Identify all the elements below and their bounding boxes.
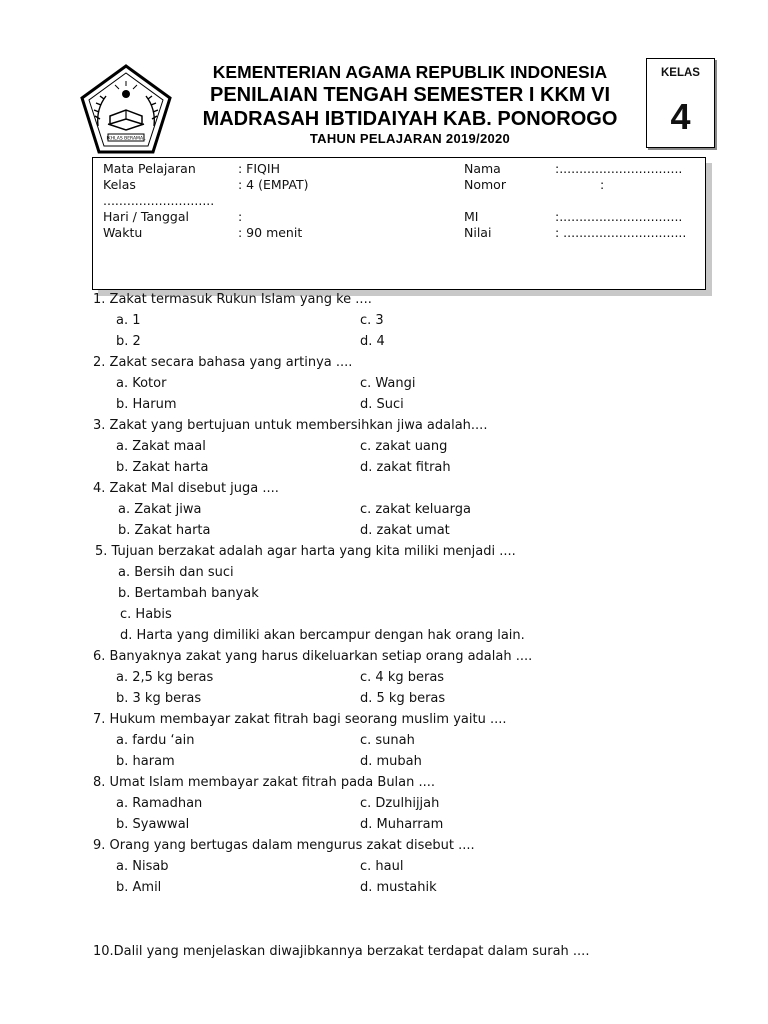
option-6a[interactable]: a. 2,5 kg beras	[116, 670, 214, 685]
nilai-field[interactable]: : ...............................	[555, 225, 687, 240]
school-year: TAHUN PELAJARAN 2019/2020	[309, 131, 511, 146]
option-5b[interactable]: b. Bertambah banyak	[118, 586, 259, 601]
question-10: 10.Dalil yang menjelaskan diwajibkannya berzakat terdapat dalam surah ....	[93, 944, 590, 959]
option-4d[interactable]: d. zakat umat	[360, 523, 450, 538]
question-8: 8. Umat Islam membayar zakat fitrah pada Bulan ....	[93, 775, 436, 790]
option-7d[interactable]: d. mubah	[360, 754, 422, 769]
option-8d[interactable]: d. Muharram	[360, 817, 444, 832]
exam-title: PENILAIAN TENGAH SEMESTER I KKM VI	[209, 84, 611, 106]
kelas-info-value: : 4 (EMPAT)	[238, 177, 309, 192]
nilai-label: Nilai	[464, 225, 492, 240]
option-2a[interactable]: a. Kotor	[116, 376, 167, 391]
option-6d[interactable]: d. 5 kg beras	[360, 691, 446, 706]
student-info-box	[92, 157, 706, 290]
option-6c[interactable]: c. 4 kg beras	[360, 670, 445, 685]
mapel-value: : FIQIH	[238, 161, 280, 176]
question-1: 1. Zakat termasuk Rukun Islam yang ke ....	[93, 292, 372, 307]
nama-field[interactable]: :...............................	[555, 161, 683, 176]
question-2: 2. Zakat secara bahasa yang artinya ....	[93, 355, 353, 370]
option-3c[interactable]: c. zakat uang	[360, 439, 448, 454]
waktu-value: : 90 menit	[238, 225, 303, 240]
option-7b[interactable]: b. haram	[116, 754, 175, 769]
ministry-title: KEMENTERIAN AGAMA REPUBLIK INDONESIA	[212, 62, 608, 82]
option-8c[interactable]: c. Dzulhijjah	[360, 796, 440, 811]
option-1d[interactable]: d. 4	[360, 334, 385, 349]
option-5d[interactable]: d. Harta yang dimiliki akan bercampur dengan hak orang lain.	[120, 628, 525, 643]
question-4: 4. Zakat Mal disebut juga ....	[93, 481, 279, 496]
option-4c[interactable]: c. zakat keluarga	[360, 502, 471, 517]
kelas-box	[646, 58, 715, 148]
option-2b[interactable]: b. Harum	[116, 397, 177, 412]
mi-label: MI	[464, 209, 479, 224]
option-4a[interactable]: a. Zakat jiwa	[118, 502, 202, 517]
option-6b[interactable]: b. 3 kg beras	[116, 691, 202, 706]
option-7c[interactable]: c. sunah	[360, 733, 415, 748]
option-9a[interactable]: a. Nisab	[116, 859, 169, 874]
kelas-info-label: Kelas	[103, 177, 136, 192]
option-4b[interactable]: b. Zakat harta	[118, 523, 211, 538]
option-3a[interactable]: a. Zakat maal	[116, 439, 206, 454]
option-1a[interactable]: a. 1	[116, 313, 141, 328]
school-title: MADRASAH IBTIDAIYAH KAB. PONOROGO	[202, 108, 618, 130]
option-1c[interactable]: c. 3	[360, 313, 384, 328]
option-2c[interactable]: c. Wangi	[360, 376, 416, 391]
logo-caption: IKHLAS BERAMAL	[106, 136, 146, 142]
option-8a[interactable]: a. Ramadhan	[116, 796, 203, 811]
hari-field[interactable]: :	[238, 209, 243, 224]
nomor-field[interactable]: :	[600, 177, 605, 192]
hari-label: Hari / Tanggal	[103, 209, 189, 224]
option-8b[interactable]: b. Syawwal	[116, 817, 190, 832]
mi-field[interactable]: :...............................	[555, 209, 683, 224]
kelas-number: 4	[670, 96, 691, 137]
kemenag-logo	[78, 64, 174, 156]
nama-label: Nama	[464, 161, 501, 176]
option-1b[interactable]: b. 2	[116, 334, 141, 349]
question-6: 6. Banyaknya zakat yang harus dikeluarkan setiap orang adalah ....	[93, 649, 533, 664]
mapel-label: Mata Pelajaran	[103, 161, 196, 176]
kelas-label: KELAS	[661, 67, 700, 79]
question-9: 9. Orang yang bertugas dalam mengurus zakat disebut ....	[93, 838, 475, 853]
question-3: 3. Zakat yang bertujuan untuk membersihkan jiwa adalah....	[93, 418, 488, 433]
option-3d[interactable]: d. zakat fitrah	[360, 460, 451, 475]
option-9d[interactable]: d. mustahik	[360, 880, 437, 895]
option-2d[interactable]: d. Suci	[360, 397, 404, 412]
question-7: 7. Hukum membayar zakat fitrah bagi seorang muslim yaitu ....	[93, 712, 507, 727]
question-5: 5. Tujuan berzakat adalah agar harta yang kita miliki menjadi ....	[95, 544, 516, 559]
option-3b[interactable]: b. Zakat harta	[116, 460, 209, 475]
nomor-field-dots[interactable]: ............................	[103, 193, 215, 208]
option-9b[interactable]: b. Amil	[116, 880, 162, 895]
option-9c[interactable]: c. haul	[360, 859, 404, 874]
option-7a[interactable]: a. fardu ‘ain	[116, 733, 195, 748]
waktu-label: Waktu	[103, 225, 143, 240]
option-5c[interactable]: c. Habis	[120, 607, 172, 622]
nomor-label: Nomor	[464, 177, 506, 192]
option-5a[interactable]: a. Bersih dan suci	[118, 565, 234, 580]
